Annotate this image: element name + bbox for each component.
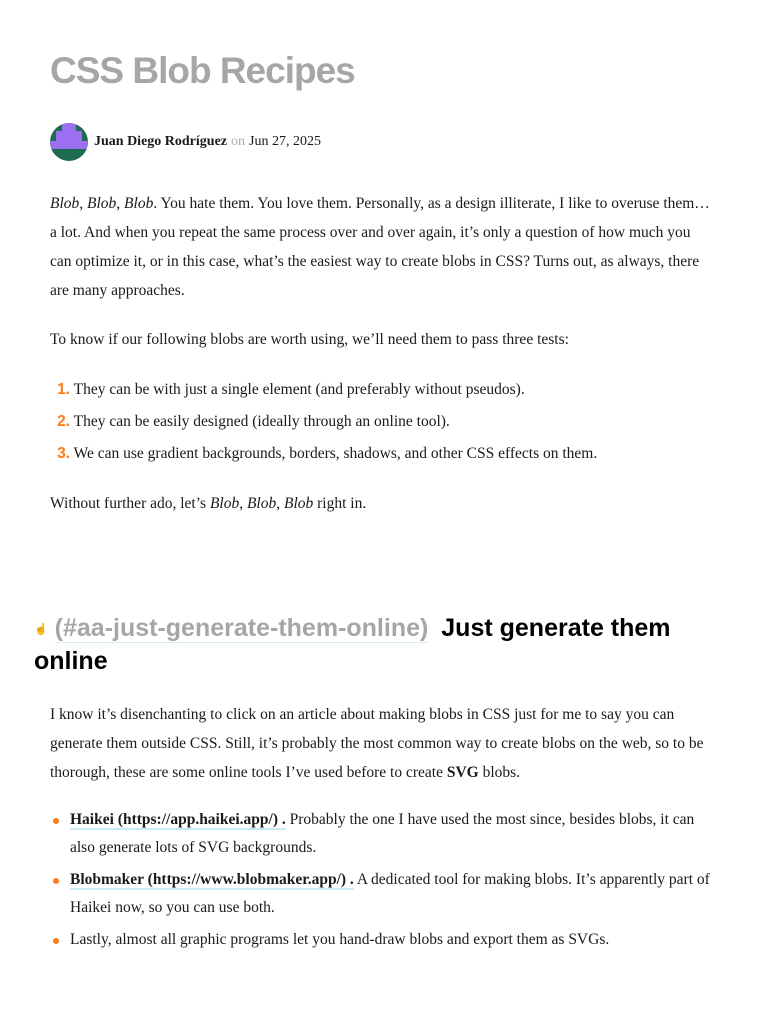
byline [50,123,321,161]
hand-pointer-icon: ☝ [34,623,48,636]
list-item: 2. They can be easily designed (ideally through an online tool). [57,413,450,430]
list-item: Haikei (https://app.haikei.app/) . Probably the one I have used the most since, besides blobs, it can also generate lots of SVG backgrounds. [50,806,715,862]
tests-intro: To know if our following blobs are worth using, we’ll need them to pass three tests: [50,331,569,348]
intro-paragraph: Blob, Blob, Blob. You hate them. You love them. Personally, as a design illiterate, I like to overuse them… a lot. And when you repeat the same process over and over again, it’s only a question of how much you can optimize it, or in this case, what’s the easiest way to create blobs in CSS? Turns out, as always, there are many approaches. [50,195,710,299]
tools-list [50,806,715,958]
outro-paragraph: Without further ado, let’s Blob, Blob, Blob right in. [50,495,367,512]
section-heading [34,612,704,677]
list-item: 3. We can use gradient backgrounds, borders, shadows, and other CSS effects on them. [57,445,598,462]
heading-anchor-link[interactable]: (#aa-just-generate-them-online) [54,614,429,642]
page-title: CSS Blob Recipes [50,50,355,91]
blobmaker-link[interactable]: Blobmaker (https://www.blobmaker.app/) . [70,871,354,888]
section-paragraph: I know it’s disenchanting to click on an article about making blobs in CSS just for me to say you can generate them outside CSS. Still, it’s probably the most common way to create blobs on the web, so to be thorough, these are some online tools I’ve used before to create SVG blobs. [50,706,704,781]
list-item: Blobmaker (https://www.blobmaker.app/) . A dedicated tool for making blobs. It’s apparently part of Haikei now, so you can use both. [50,866,715,922]
haikei-link[interactable]: Haikei (https://app.haikei.app/) . [70,811,286,828]
author-name[interactable]: Juan Diego Rodríguez [94,134,227,149]
byline-on: on [231,134,245,149]
avatar[interactable] [50,123,88,161]
tests-list [50,375,597,471]
section-title: Just generate them online [34,614,671,676]
list-item: 1. They can be with just a single element (and preferably without pseudos). [57,381,525,398]
publish-date: Jun 27, 2025 [249,134,321,149]
list-item: Lastly, almost all graphic programs let you hand-draw blobs and export them as SVGs. [50,926,715,954]
